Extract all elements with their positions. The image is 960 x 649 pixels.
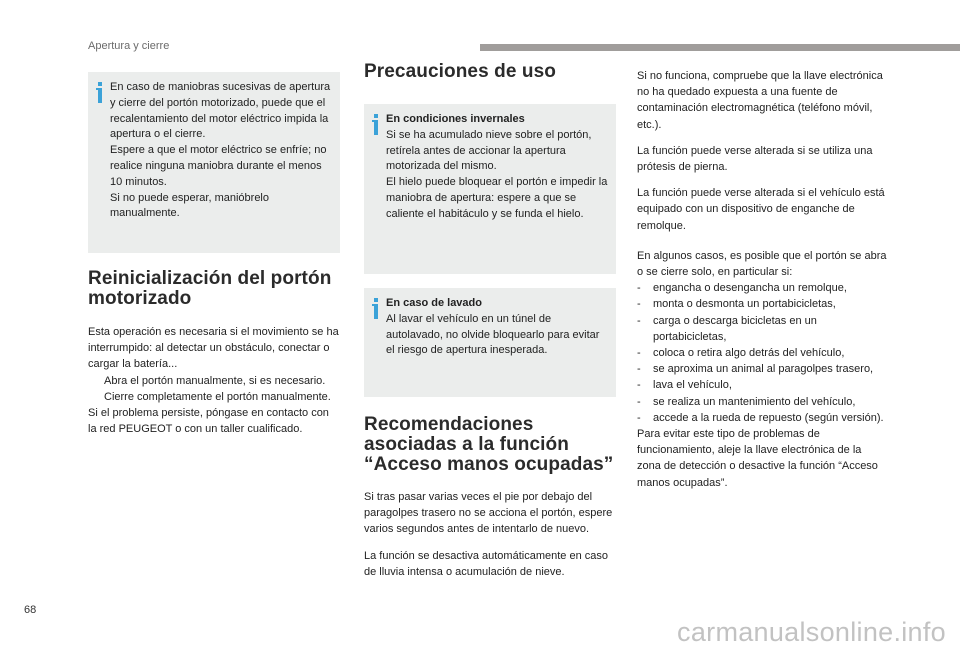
reset-intro: Esta operación es necesaria si el movimiento se ha interrumpido: al detectar un obstáculo, conectar o cargar la batería... [88,326,339,371]
note-text: Al lavar el vehículo en un túnel de autolavado, no olvide bloquearlo para evitar el riesgo de apertura inesperada. [386,312,600,357]
list-item: - se realiza un mantenimiento del vehículo, [637,395,856,408]
list-item: - monta o desmonta un portabicicletas, [637,298,836,311]
list-item: Cierre completamente el portón manualmente. [104,390,331,403]
note-title: En caso de lavado [386,297,482,309]
closing-text: Para evitar este tipo de problemas de funcionamiento, aleje la llave electrónica de la zona de detección o desactive la función “Acceso manos ocupadas”. [637,428,878,489]
note-text: En caso de maniobras sucesivas de apertura y cierre del portón motorizado, puede que el recalentamiento del motor eléctrico impida la apertura o el cierre. Espere a que el motor eléctrico se enfríe; no realice ninguna maniobra durante el menos 10 minutos. Si no puede esperar, manióbrelo manualmente. [110,81,331,220]
cases-intro: En algunos casos, es posible que el portón se abra o se cierre solo, en particular si: [637,249,887,279]
paragraph: La función se desactiva automáticamente en caso de lluvia intensa o acumulación de nieve. [364,549,608,578]
list-item: - engancha o desengancha un remolque, [637,282,847,295]
paragraph: La función puede verse alterada si se utiliza una prótesis de pierna. [637,144,873,174]
info-note-overheat [88,72,340,253]
right-body [637,68,887,491]
column-left [88,72,340,437]
watermark: carmanualsonline.info [677,617,946,647]
section-title-recommendations: Recomendaciones asociadas a la función “Acceso manos ocupadas” [364,414,614,475]
info-icon [94,82,106,104]
info-icon [370,114,382,136]
list-item: Abra el portón manualmente, si es necesario. [104,374,326,387]
header-bar [480,44,960,51]
column-middle [364,62,616,590]
note-title: En condiciones invernales [386,113,525,125]
page-number: 68 [24,604,37,616]
note-text: Si se ha acumulado nieve sobre el portón, retírela antes de accionar la apertura motorizada del mismo. El hielo puede bloquear el portón e impedir la maniobra de apertura: espere a que se caliente el habitáculo y se funda el hielo. [386,128,608,220]
list-item: - carga o descarga bicicletas en un portabicicletas, [637,314,817,343]
paragraph: La función puede verse alterada si el vehículo está equipado con un dispositivo de enganche de remolque. [637,187,885,232]
info-note-winter [364,104,616,274]
recommendations-body [364,489,616,580]
list-item: - coloca o retira algo detrás del vehículo, [637,347,845,360]
section-title-precautions: Precauciones de uso [364,61,556,82]
cases-list [637,280,887,426]
reset-body [88,324,340,437]
paragraph: Si no funciona, compruebe que la llave electrónica no ha quedado expuesta a una fuente de contaminación electromagnética (teléfono móvil, etc.). [637,70,883,131]
info-note-washing [364,288,616,397]
list-item: - se aproxima un animal al paragolpes trasero, [637,363,874,376]
paragraph: Si tras pasar varias veces el pie por debajo del paragolpes trasero no se acciona el portón, espere varios segundos antes de intentarlo de nuevo. [364,491,613,536]
reset-outro: Si el problema persiste, póngase en contacto con la red PEUGEOT o con un taller cualificado. [88,407,329,436]
reset-steps [88,373,340,405]
column-right [637,68,887,491]
list-item: - accede a la rueda de repuesto (según versión). [637,411,884,424]
info-icon [370,298,382,320]
section-title-reset: Reinicialización del portón motorizado [88,268,332,309]
section-header: Apertura y cierre [88,40,170,52]
list-item: - lava el vehículo, [637,379,732,392]
